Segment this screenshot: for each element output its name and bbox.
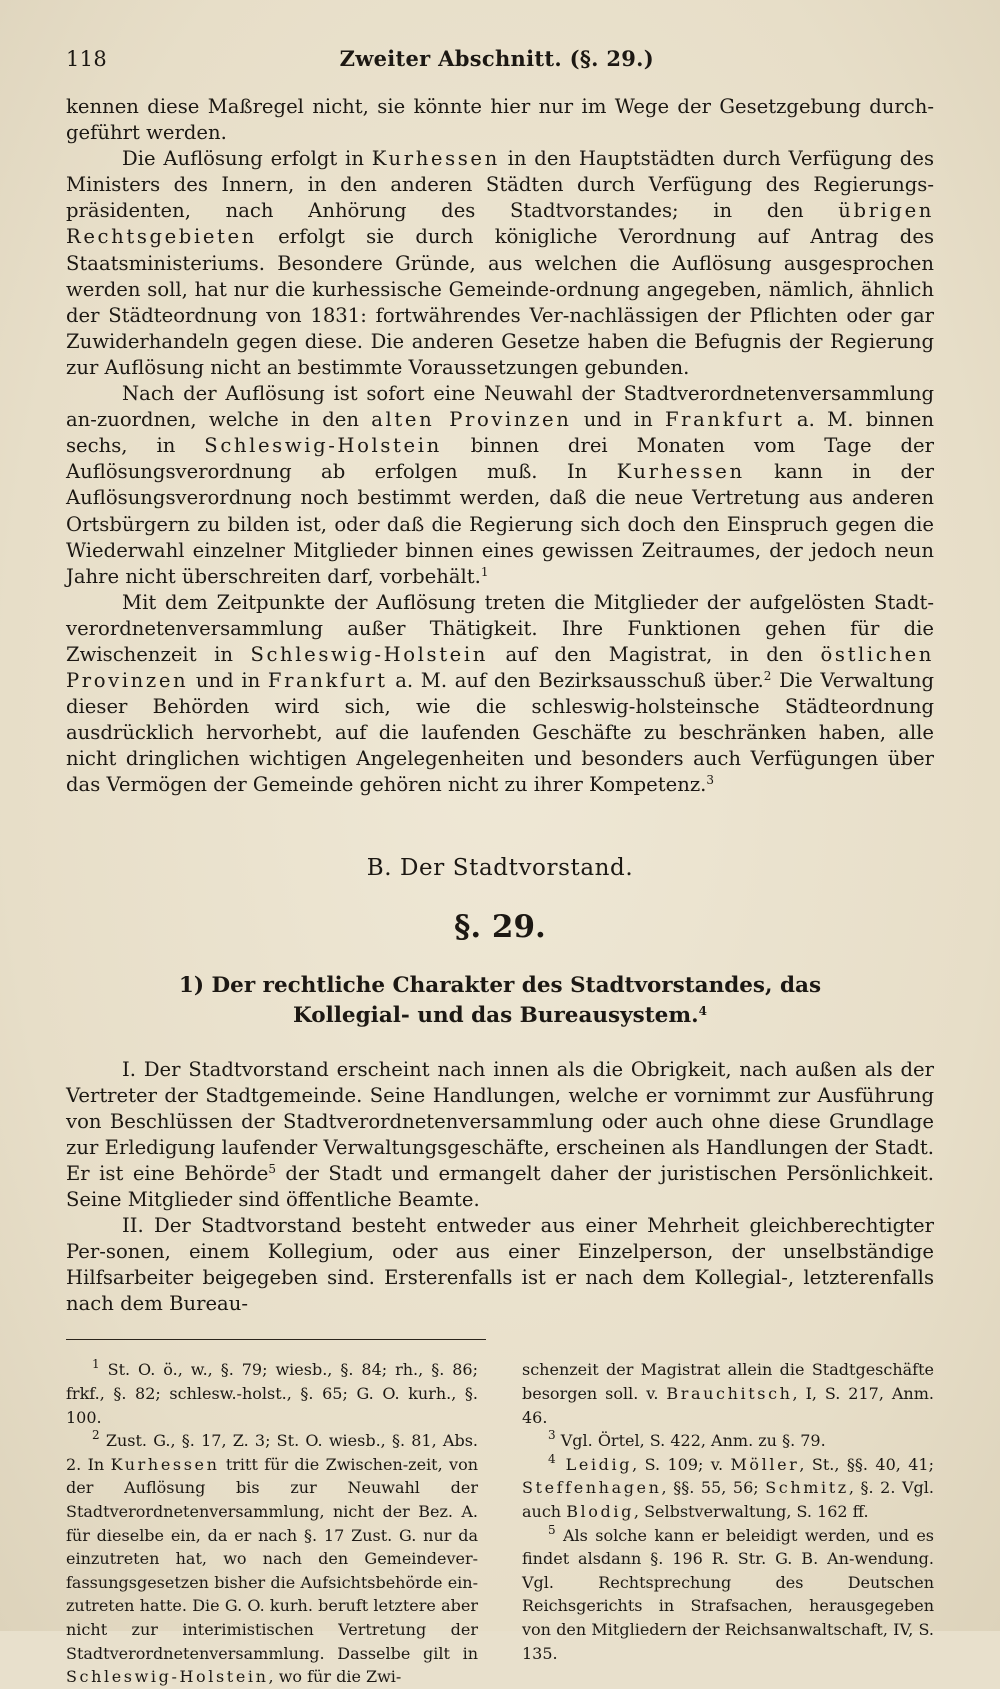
text-run: Zust. G., §. 17, Z. 3; St. O. wiesb., §. 81, Abs. 2. In xyxy=(66,1431,478,1474)
text-run: Die Auflösung erfolgt in xyxy=(122,147,372,171)
emphasized-text: Möller xyxy=(730,1454,800,1474)
footnotes xyxy=(66,1358,934,1688)
emphasized-text: Kurhessen xyxy=(616,460,745,484)
paragraph xyxy=(66,94,934,146)
emphasized-text: Blodig xyxy=(566,1502,634,1522)
footnote-ref: 5 xyxy=(548,1522,556,1537)
text-run: , wo für die Zwi- xyxy=(268,1667,402,1687)
emphasized-text: Frankfurt xyxy=(664,408,785,432)
text-run: Als solche kann er beleidigt werden, und es findet alsdann §. 196 R. Str. G. B. An-wendung. Vgl. Rechtsprechung des Deutschen Reichsgerichts in Strafsachen, herausgegeben von den Mitgliedern der Reichsanwaltschaft, IV, S. 135. xyxy=(522,1525,934,1663)
emphasized-text: Brauchitsch xyxy=(666,1384,793,1404)
text-run: , §. 2. Vgl. auch xyxy=(522,1478,934,1522)
footnote xyxy=(66,1429,478,1689)
text-run: II. Der Stadtvorstand besteht entweder aus einer Mehrheit gleichberechtigter Per-sonen, einem Kollegium, oder aus einer Einzelperson, der unselbständige Hilfsarbeiter beigegeben sind. Ersterenfalls ist er nach dem Kollegial-, letzterenfalls nach dem Bureau- xyxy=(66,1214,934,1316)
emphasized-text: Kurhessen xyxy=(371,147,500,171)
text-run: und in xyxy=(188,669,268,693)
subsection-heading: B. Der Stadtvorstand. xyxy=(366,854,634,881)
footnote-ref: 1 xyxy=(480,564,489,579)
text-run: binnen drei Monaten vom Tage der Auflösungsverordnung ab erfolgen muß. In xyxy=(66,434,935,484)
footnote-ref: 1 xyxy=(92,1357,100,1372)
text-run: , I, S. 217, Anm. 46. xyxy=(522,1384,934,1427)
emphasized-text: Leidig xyxy=(555,1454,633,1474)
text-run: schenzeit der Magistrat allein die Stadtgeschäfte besorgen soll. v. xyxy=(522,1360,934,1404)
text-run: a. M. auf den Bezirksausschuß über. xyxy=(387,669,764,693)
footnote-ref: 4 xyxy=(698,1003,707,1018)
text-run: der Stadt und ermangelt daher der juristischen Persönlichkeit. Seine Mitglieder sind öffentliche Beamte. xyxy=(66,1161,934,1211)
footnote xyxy=(522,1524,934,1666)
paragraph xyxy=(66,590,934,799)
text-run: , St., §§. 40, 41; xyxy=(799,1454,935,1474)
body-text xyxy=(66,94,934,799)
footnotes-left-column xyxy=(66,1358,478,1688)
text-run: in den Hauptstädten durch Verfügung des Ministers des Innern, in den anderen Städten durch Verfügung des Regierungs-präsidenten, nach Anhörung des Stadtvorstandes; in den xyxy=(66,147,934,223)
running-title: Zweiter Abschnitt. (§. 29.) xyxy=(339,46,654,71)
emphasized-text: alten Provinzen xyxy=(371,408,572,432)
emphasized-text: Schleswig-Holstein xyxy=(250,642,488,666)
text-run: a. M. binnen sechs, in xyxy=(66,408,934,458)
footnote-ref: 2 xyxy=(92,1428,100,1443)
text-run: erfolgt sie durch königliche Verordnung auf Antrag des Staatsministeriums. Besondere Gründe, aus welchen die Auflösung ausgesprochen werden soll, hat nur die kurhessische Gemeinde-ordnung angegeben, nämlich, ähnlich der Städteordnung von 1831: fortwährendes Ver-nachlässigen der Pflichten oder gar Zuwiderhandeln gegen diese. Die anderen Gesetze haben die Befugnis der Regierung zur Auflösung nicht an bestimmte Voraussetzungen gebunden. xyxy=(66,225,934,379)
footnote-ref: 4 xyxy=(548,1451,556,1466)
emphasized-text: Frankfurt xyxy=(267,669,388,693)
emphasized-text: Kurhessen xyxy=(110,1454,220,1474)
footnote-rule xyxy=(66,1339,486,1340)
text-run: und in xyxy=(571,408,665,432)
paragraph xyxy=(66,381,934,590)
footnote-ref: 3 xyxy=(706,773,715,788)
emphasized-text: Schmitz xyxy=(765,1478,849,1498)
text-run: Die Verwaltung dieser Behörden wird sich, wie die schleswig-holsteinsche Städteordnung ausdrücklich hervorhebt, auf die laufenden Geschäfte zu beschränken haben, alle nicht dringlichen wichtigen Angelegenheiten und besonders auch Verfügungen über das Vermögen der Gemeinde gehören nicht zu ihrer Kompetenz. xyxy=(66,669,935,797)
page-number: 118 xyxy=(66,47,107,71)
footnote-ref: 2 xyxy=(763,669,772,684)
emphasized-text: Schleswig-Holstein xyxy=(204,434,442,458)
section-heading-text: 1) Der rechtliche Charakter des Stadtvorstandes, das Kollegial- und das Bureausystem. xyxy=(178,972,822,1028)
section-body xyxy=(66,1057,934,1318)
footnote xyxy=(522,1429,934,1453)
footnote xyxy=(66,1358,478,1429)
emphasized-text: östlichen Provinzen xyxy=(66,642,934,693)
footnote-ref: 5 xyxy=(268,1161,276,1176)
footnote xyxy=(522,1453,934,1524)
paragraph xyxy=(66,1213,934,1317)
text-run: Vgl. Örtel, S. 422, Anm. zu §. 79. xyxy=(555,1431,826,1451)
footnote-continuation xyxy=(522,1358,934,1429)
footnote-ref: 3 xyxy=(548,1428,556,1443)
paragraph xyxy=(66,1057,934,1214)
text-run: auf den Magistrat, in den xyxy=(487,642,821,666)
emphasized-text: Steffenhagen xyxy=(522,1478,662,1498)
text-run: kann in der Auflösungsverordnung noch bestimmt werden, daß die neue Vertretung aus anderen Ortsbürgern zu bilden ist, oder daß die Regierung sich doch den Einspruch gegen die Wiederwahl einzelner Mitglieder binnen eines gewissen Zeitraumes, der jedoch neun Jahre nicht überschreiten darf, vorbehält. xyxy=(66,460,934,588)
text-run: tritt für die Zwischen-zeit, von der Auflösung bis zur Neuwahl der Stadtverordnetenversammlung, nicht der Bez. A. für dieselbe ein, da er nach §. 17 Zust. G. nur da einzutreten hat, wo nach den Gemeindever-fassungsgesetzen bisher die Aufsichtsbehörde ein-zutreten hatte. Die G. O. kurh. beruft letztere aber nicht zur interimistischen Vertretung der Stadtverordnetenversammlung. Dasselbe gilt in xyxy=(66,1454,479,1663)
text-run: , S. 109; v. xyxy=(632,1454,731,1474)
emphasized-text: Schleswig-Holstein xyxy=(66,1667,269,1687)
emphasized-text: übrigen Rechtsgebieten xyxy=(66,199,934,249)
section-number: §. 29. xyxy=(454,908,546,945)
text-run: Mit dem Zeitpunkte der Auflösung treten die Mitglieder der aufgelösten Stadt-verordnetenversammlung außer Thätigkeit. Ihre Funktionen gehen für die Zwischenzeit in xyxy=(66,590,934,666)
footnotes-right-column xyxy=(522,1358,934,1688)
text-run: , Selbstverwaltung, S. 162 ff. xyxy=(633,1502,869,1522)
paragraph xyxy=(66,146,934,381)
text-run: , §§. 55, 56; xyxy=(661,1478,766,1498)
text-run: I. Der Stadtvorstand erscheint nach innen als die Obrigkeit, nach außen als der Vertreter der Stadtgemeinde. Seine Handlungen, welche er vornimmt zur Ausführung von Beschlüssen der Stadtverordnetenversammlung oder auch ohne diese Grundlage zur Erledigung laufender Verwaltungsgeschäfte, erscheinen als Handlungen der Stadt. Er ist eine Behörde xyxy=(66,1057,934,1185)
section-heading xyxy=(136,971,864,1031)
text-run: Nach der Auflösung ist sofort eine Neuwahl der Stadtverordnetenversammlung an-zuordnen, welche in den xyxy=(66,382,934,432)
running-head xyxy=(66,46,934,86)
text-run: St. O. ö., w., §. 79; wiesb., §. 84; rh., §. 86; frkf., §. 82; schlesw.-holst., §. 65; G. O. kurh., §. 100. xyxy=(66,1360,478,1427)
text-run: kennen diese Maßregel nicht, sie könnte hier nur im Wege der Gesetzgebung durch-geführt werden. xyxy=(66,95,934,145)
